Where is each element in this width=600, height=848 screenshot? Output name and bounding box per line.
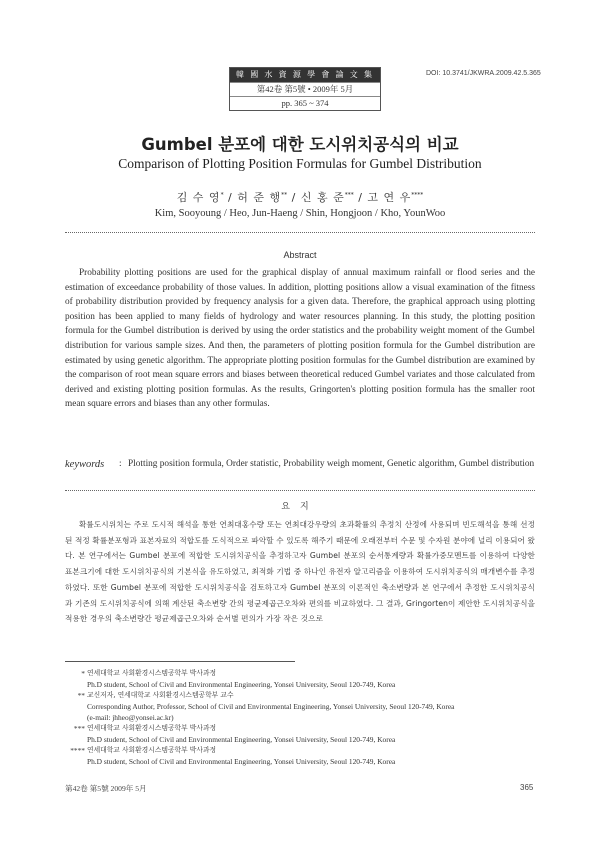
authors-english: Kim, Sooyoung / Heo, Jun-Haeng / Shin, Hongjoon / Kho, YounWoo [154, 208, 446, 219]
author-separator: / [287, 191, 301, 204]
footnote-korean: 연세대학교 사회환경시스템공학부 박사과정 [87, 746, 217, 754]
footnote-english: Corresponding Author, Professor, School of Civil and Environmental Engineering, Yonsei University, Seoul 120-749, Korea [87, 702, 455, 711]
divider [65, 490, 535, 491]
footnote-korean: 연세대학교 사회환경시스템공학부 박사과정 [87, 724, 217, 732]
page-number: 365 [520, 783, 534, 792]
author-mark: **** [411, 191, 424, 199]
divider [65, 232, 535, 233]
author-mark: ** [281, 191, 288, 199]
korean-abstract-body: 확률도시위치는 주로 도시적 해석을 통한 연최대홍수량 또는 연최대강우량의 초과확률의 추정치 산정에 사용되며 빈도해석을 통해 선정된 적정 확률분포형과 표본자료의 적합도를 도식적으로 파악할 수 있도록 해주기 때문에 오래전부터 수문 및 수자원 분야에 널리 이용되어 왔다. 본 연구에서는 Gumbel 분포에 적합한 도시위치공식을 추정하고자 Gumbel 분포의 순서통계량과 확률가중모멘트를 이용하여 다양한 표본크기에 대한 도시위치공식의 기본식을 유도하였고, 최적화 기법 중 하나인 유전자 알고리즘을 이용하여 도시위치공식의 매개변수를 추정하였다. 또한 Gumbel 분포에 적합한 도시위치공식을 검토하고자 Gumbel 분포의 이론적인 축소변량과 본 연구에서 추정한 도시위치공식과 기존의 도시위치공식에 의해 계산된 축소변량 간의 평균제곱근오차와 편의를 비교하였다. 그 결과, Gringorten이 제안한 도시위치공식을 적용한 경우의 축소변량간 평균제곱근오차와 순서별 편의가 가장 작은 것으로 [65, 520, 535, 624]
footnote-mark: *** [73, 724, 85, 733]
footer-volume: 第42卷 第5號 2009年 5月 [65, 784, 147, 793]
title-english: Comparison of Plotting Position Formulas for Gumbel Distribution [118, 156, 482, 171]
keywords-label: keywords [65, 459, 105, 470]
footnotes [65, 668, 535, 767]
abstract-body: Probability plotting positions are used for the graphical display of annual maximum rainfall or flood series and the estimation of exceedance probability of those values. In addition, plotting positions allow a visual examination of the fitness of probability distribution provided by frequency analysis for a given data. Therefore, the graphical approach using plotting position has been applied to many fields of hydrology and water resources planning. In this study, the plotting position formula for the Gumbel distribution is derived by using the order statistics and the probability weight moment of the Gumbel distribution for various sample sizes. And then, the parameters of plotting position formula for the Gumbel distribution are estimated by using genetic algorithm. The appropriate plotting position formulas for the Gumbel distribution are examined by the comparison of root mean square errors and biases between theoretical reduced Gumbel variates and those calculated from derived and existing plotting position formulas. As the results, Gringorten's plotting position formula has the smaller root mean square errors and biases than any other formulas. [65, 268, 535, 410]
korean-abstract-heading: 요지 [281, 502, 319, 512]
keywords-colon: : [119, 459, 122, 469]
journal-info-box [229, 67, 381, 111]
journal-name: 韓 國 水 資 源 學 會 論 文 集 [230, 68, 380, 82]
doi[interactable]: DOI: 10.3741/JKWRA.2009.42.5.365 [426, 70, 541, 77]
author-mark: * [220, 191, 224, 199]
author-mark: *** [344, 191, 354, 199]
keywords [65, 458, 535, 472]
footnote-korean: 교신저자, 연세대학교 사회환경시스템공학부 교수 [87, 691, 234, 699]
authors-korean [0, 189, 600, 205]
footnote-english: Ph.D student, School of Civil and Environmental Engineering, Yonsei University, Seoul 120-749, Korea [87, 680, 396, 689]
author-name: 김 수 영 [176, 191, 221, 204]
author-separator: / [353, 191, 368, 204]
footnote [65, 723, 535, 745]
author-separator: / [223, 191, 238, 204]
author-name: 허 준 행 [237, 191, 282, 204]
abstract-heading: Abstract [283, 250, 317, 260]
keywords-text: Plotting position formula, Order statistic, Probability weigh moment, Genetic algorithm, Gumbel distribution [128, 459, 535, 469]
footnote-rule [65, 661, 295, 662]
title-korean: Gumbel 분포에 대한 도시위치공식의 비교 [141, 135, 459, 154]
footnote [65, 690, 535, 723]
page-range: pp. 365 ~ 374 [230, 96, 380, 110]
author-name: 신 홍 준 [300, 191, 345, 204]
footnote [65, 668, 535, 690]
footnote [65, 745, 535, 767]
footnote-korean: 연세대학교 사회환경시스템공학부 박사과정 [87, 669, 217, 677]
footnote-mark: ** [77, 691, 85, 700]
footnote-mark: * [81, 669, 85, 678]
footnote-english: Ph.D student, School of Civil and Environmental Engineering, Yonsei University, Seoul 120-749, Korea [87, 735, 396, 744]
volume-issue: 第42卷 第5號 • 2009年 5月 [230, 82, 380, 96]
footnote-email[interactable]: (e-mail: jhheo@yonsei.ac.kr) [87, 713, 174, 722]
footnote-english: Ph.D student, School of Civil and Environmental Engineering, Yonsei University, Seoul 120-749, Korea [87, 757, 396, 766]
footnote-mark: **** [70, 746, 85, 755]
author-name: 고 연 우 [367, 191, 412, 204]
